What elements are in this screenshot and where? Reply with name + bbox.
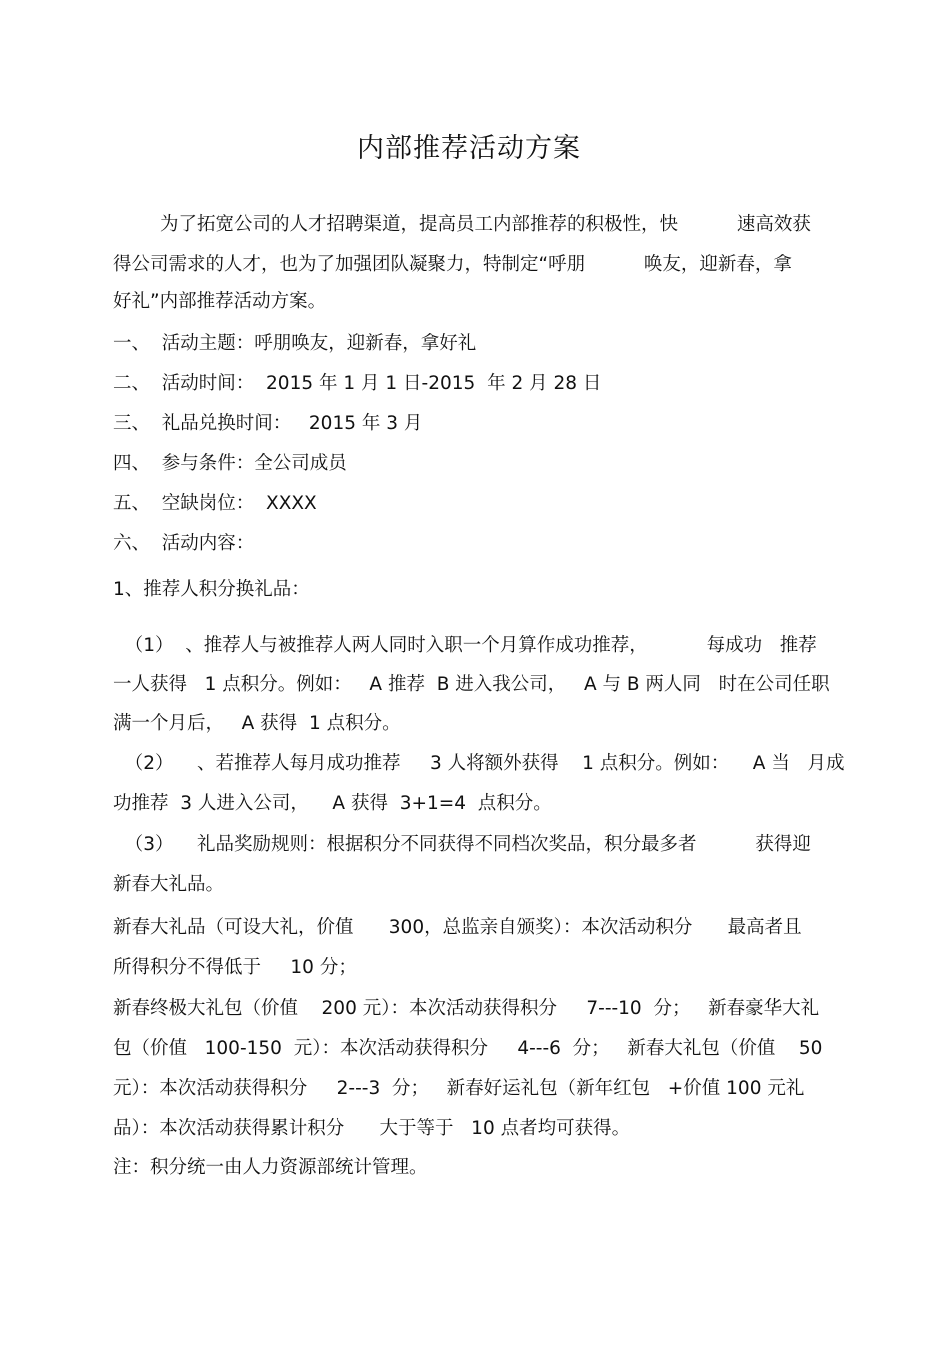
section-heading: 1、推荐人积分换礼品： bbox=[113, 579, 310, 600]
intro-line-2: 得公司需求的人才，也为了加强团队凝聚力，特制定“呼朋 唤友，迎新春，拿 bbox=[113, 254, 792, 275]
prize-line-5: 元）：本次活动获得积分 2---3 分； 新春好运礼包（新年红包 +价值 100 元礼 bbox=[113, 1078, 805, 1099]
item-redeem-time: 三、 礼品兑换时间： 2015 年 3 月 bbox=[113, 413, 423, 434]
item-eligibility: 四、 参与条件：全公司成员 bbox=[113, 453, 347, 474]
prize-line-2: 所得积分不得低于 10 分； bbox=[113, 957, 357, 978]
item-vacancies: 五、 空缺岗位： XXXX bbox=[113, 493, 317, 514]
intro-line-3: 好礼”内部推荐活动方案。 bbox=[113, 291, 327, 312]
intro-line-1: 为了拓宽公司的人才招聘渠道，提高员工内部推荐的积极性，快 速高效获 bbox=[113, 214, 811, 235]
rule1-line-1: （1） 、推荐人与被推荐人两人同时入职一个月算作成功推荐， 每成功 推荐 bbox=[113, 635, 817, 656]
item-time: 二、 活动时间： 2015 年 1 月 1 日-2015 年 2 月 28 日 bbox=[113, 373, 602, 394]
note-line: 注：积分统一由人力资源部统计管理。 bbox=[113, 1157, 428, 1178]
rule2-line-1: （2） 、若推荐人每月成功推荐 3 人将额外获得 1 点积分。例如： A 当 月成 bbox=[113, 753, 845, 774]
prize-line-4: 包（价值 100-150 元）：本次活动获得积分 4---6 分； 新春大礼包（价值 50 bbox=[113, 1038, 823, 1059]
prize-line-3: 新春终极大礼包（价值 200 元）：本次活动获得积分 7---10 分； 新春豪华大礼 bbox=[113, 998, 820, 1019]
page-title: 内部推荐活动方案 bbox=[357, 133, 581, 164]
rule3-line-1: （3） 礼品奖励规则：根据积分不同获得不同档次奖品，积分最多者 获得迎 bbox=[113, 834, 811, 855]
item-content: 六、 活动内容： bbox=[113, 533, 255, 554]
prize-line-6: 品）：本次活动获得累计积分 大于等于 10 点者均可获得。 bbox=[113, 1118, 631, 1139]
item-theme: 一、 活动主题：呼朋唤友，迎新春，拿好礼 bbox=[113, 333, 477, 354]
rule3-line-2: 新春大礼品。 bbox=[113, 874, 225, 895]
rule1-line-2: 一人获得 1 点积分。例如： A 推荐 B 进入我公司， A 与 B 两人同 时在公司任职 bbox=[113, 674, 830, 695]
rule2-line-2: 功推荐 3 人进入公司， A 获得 3+1=4 点积分。 bbox=[113, 793, 552, 814]
prize-line-1: 新春大礼品（可设大礼，价值 300，总监亲自颁奖）：本次活动积分 最高者且 bbox=[113, 917, 802, 938]
rule1-line-3: 满一个月后， A 获得 1 点积分。 bbox=[113, 713, 401, 734]
